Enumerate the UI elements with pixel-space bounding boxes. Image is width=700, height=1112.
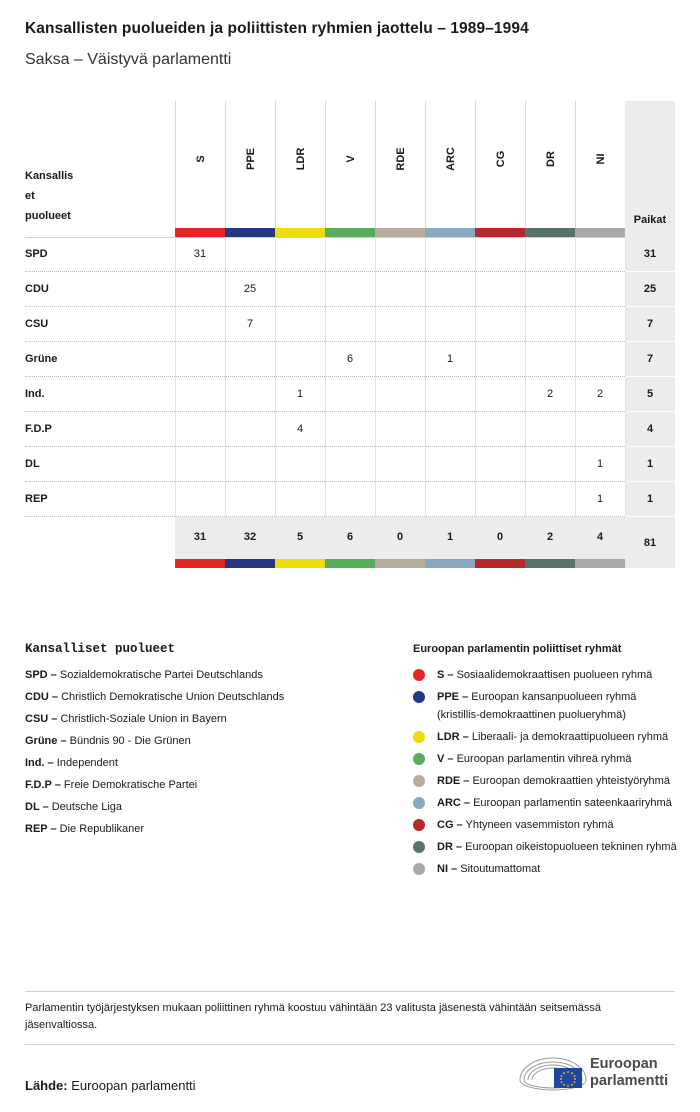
national-party-legend-item: [25, 820, 355, 842]
table-cell: 2: [546, 388, 554, 400]
group-color-dot-icon: [413, 841, 425, 853]
legend-abbr: SPD –: [25, 669, 57, 681]
column-header-label: V: [344, 155, 357, 163]
legend-name: Euroopan kansanpuolueen ryhmä (kristillis-demokraattinen puolueryhmä): [437, 691, 637, 721]
column-color-bar: [175, 228, 225, 237]
legend-abbr: CDU –: [25, 691, 59, 703]
legend-name: Yhtyneen vasemmiston ryhmä: [462, 819, 614, 831]
legend-name: Sitoutumattomat: [457, 863, 541, 875]
column-total: 0: [396, 531, 404, 543]
row-party-label: CSU: [25, 318, 49, 330]
group-color-dot-icon: [413, 863, 425, 875]
column-header-ppe: [225, 101, 275, 228]
group-color-dot-icon: [413, 669, 425, 681]
national-party-legend-item: [25, 754, 355, 776]
page-title: Kansallisten puolueiden ja poliittisten ryhmien jaottelu – 1989–1994: [25, 20, 529, 37]
legend-abbr: Ind. –: [25, 757, 54, 769]
column-color-bar: [275, 228, 325, 237]
column-header-cg: [475, 101, 525, 228]
legend-name: Euroopan parlamentin vihreä ryhmä: [453, 753, 632, 765]
table-row: [25, 237, 675, 272]
column-header-label: DR: [544, 151, 557, 167]
political-group-legend-item: [413, 794, 678, 812]
national-parties-legend-title: Kansalliset puolueet: [25, 642, 176, 656]
legend-name: Euroopan oikeistopuolueen tekninen ryhmä: [462, 841, 677, 853]
row-total: 7: [646, 318, 654, 330]
column-total: 4: [596, 531, 604, 543]
legend-name: Euroopan demokraattien yhteistyöryhmä: [469, 775, 670, 787]
logo-text: [590, 1056, 668, 1090]
column-header-label: ARC: [444, 147, 457, 171]
group-color-dot-icon: [413, 731, 425, 743]
political-group-legend-item: [413, 750, 678, 768]
column-color-bar-bottom: [525, 559, 575, 568]
column-color-bar: [325, 228, 375, 237]
national-party-legend-item: [25, 710, 355, 732]
page-subtitle: Saksa – Väistyvä parlamentti: [25, 51, 232, 68]
column-color-bar-bottom: [225, 559, 275, 568]
distribution-table: [25, 101, 675, 568]
legend-name: Christlich-Soziale Union in Bayern: [57, 713, 227, 725]
column-color-bar: [575, 228, 625, 237]
column-color-bar: [225, 228, 275, 237]
column-header-label: S: [194, 155, 207, 163]
row-total: 4: [646, 423, 654, 435]
legend-name: Die Republikaner: [56, 823, 145, 835]
legend-abbr: NI –: [437, 863, 458, 875]
national-party-legend-item: [25, 776, 355, 798]
row-separator: [25, 516, 625, 517]
row-party-label: CDU: [25, 283, 49, 295]
row-party-label: Ind.: [25, 388, 45, 400]
table-row: [25, 377, 675, 412]
table-cell: 7: [246, 318, 254, 330]
column-total: 2: [546, 531, 554, 543]
column-header-rde: [375, 101, 425, 228]
legend-abbr: PPE –: [437, 691, 469, 703]
table-row: [25, 447, 675, 482]
political-groups-legend-title: Euroopan parlamentin poliittiset ryhmät: [413, 643, 622, 655]
divider: [25, 991, 675, 992]
legend-abbr: LDR –: [437, 731, 469, 743]
legend-abbr: CSU –: [25, 713, 58, 725]
column-color-bar-bottom: [325, 559, 375, 568]
column-header-label: RDE: [394, 147, 407, 171]
political-group-legend-item: [413, 666, 678, 684]
row-party-label: REP: [25, 493, 48, 505]
legend-abbr: CG –: [437, 819, 463, 831]
row-party-label: Grüne: [25, 353, 58, 365]
legend-name: Deutsche Liga: [48, 801, 123, 813]
column-total: 0: [496, 531, 504, 543]
political-group-legend-item: [413, 728, 678, 746]
legend-abbr: V –: [437, 753, 454, 765]
column-color-bar-bottom: [475, 559, 525, 568]
column-header-s: [175, 101, 225, 228]
logo-line-2: parlamentti: [590, 1073, 669, 1089]
national-party-legend-item: [25, 798, 355, 820]
group-color-dot-icon: [413, 691, 425, 703]
row-total: 31: [643, 248, 657, 260]
column-color-bar: [475, 228, 525, 237]
logo-line-1: Euroopan: [590, 1056, 658, 1072]
political-group-legend-item: [413, 860, 678, 878]
legend-abbr: REP –: [25, 823, 57, 835]
national-parties-legend: [25, 666, 355, 842]
table-cell: 1: [296, 388, 304, 400]
legend-name: Christlich Demokratische Union Deutschlands: [58, 691, 285, 703]
legend-name: Freie Demokratische Partei: [60, 779, 198, 791]
column-color-bar-bottom: [275, 559, 325, 568]
column-color-bar: [525, 228, 575, 237]
seats-header: Paikat: [633, 214, 667, 226]
legend-abbr: F.D.P –: [25, 779, 61, 791]
political-groups-legend: [413, 666, 678, 882]
column-total: 32: [243, 531, 257, 543]
grand-total: 81: [643, 537, 657, 549]
source-label: Lähde:: [25, 1078, 68, 1093]
table-row: [25, 307, 675, 342]
column-color-bar-bottom: [575, 559, 625, 568]
table-row: [25, 272, 675, 307]
national-party-legend-item: [25, 666, 355, 688]
column-header-label: NI: [594, 153, 607, 165]
table-cell: 4: [296, 423, 304, 435]
legend-name: Independent: [53, 757, 118, 769]
column-total: 31: [193, 531, 207, 543]
table-row: [25, 482, 675, 517]
national-party-legend-item: [25, 688, 355, 710]
table-cell: 1: [596, 458, 604, 470]
table-cell: 25: [243, 283, 257, 295]
table-cell: 2: [596, 388, 604, 400]
column-color-bar-bottom: [175, 559, 225, 568]
national-party-legend-item: [25, 732, 355, 754]
column-total: 5: [296, 531, 304, 543]
row-party-label: DL: [25, 458, 40, 470]
footnote: Parlamentin työjärjestyksen mukaan poliittinen ryhmä koostuu vähintään 23 valitusta jäsenestä vähintään seitsemässä jäsenvaltiossa.: [25, 1002, 601, 1031]
legend-abbr: RDE –: [437, 775, 470, 787]
table-row: [25, 412, 675, 447]
row-party-label: SPD: [25, 248, 48, 260]
column-total: 6: [346, 531, 354, 543]
legend-abbr: DR –: [437, 841, 463, 853]
divider: [25, 1044, 675, 1045]
group-color-dot-icon: [413, 797, 425, 809]
table-cell: 1: [596, 493, 604, 505]
row-separator-total: [625, 516, 675, 517]
column-header-label: PPE: [244, 147, 257, 171]
column-color-bar: [375, 228, 425, 237]
table-cell: 1: [446, 353, 454, 365]
group-color-dot-icon: [413, 819, 425, 831]
political-group-legend-item: [413, 838, 678, 856]
political-group-legend-item: [413, 816, 678, 834]
table-cell: 31: [193, 248, 207, 260]
column-color-bar-bottom: [425, 559, 475, 568]
european-parliament-logo: [518, 1054, 678, 1094]
source-line: [25, 1078, 196, 1093]
column-header-dr: [525, 101, 575, 228]
column-header-arc: [425, 101, 475, 228]
national-parties-header: Kansallis et puolueet: [25, 170, 74, 222]
legend-abbr: DL –: [25, 801, 49, 813]
column-header-v: [325, 101, 375, 228]
column-color-bar-bottom: [375, 559, 425, 568]
column-header-label: CG: [494, 150, 507, 168]
row-total: 1: [646, 493, 654, 505]
table-row: [25, 342, 675, 377]
row-total: 1: [646, 458, 654, 470]
column-total: 1: [446, 531, 454, 543]
row-party-label: F.D.P: [25, 423, 52, 435]
political-group-legend-item: [413, 688, 678, 724]
legend-name: Sosiaalidemokraattisen puolueen ryhmä: [453, 669, 653, 681]
legend-abbr: ARC –: [437, 797, 471, 809]
group-color-dot-icon: [413, 775, 425, 787]
legend-name: Liberaali- ja demokraattipuolueen ryhmä: [468, 731, 669, 743]
legend-name: Euroopan parlamentin sateenkaariryhmä: [470, 797, 672, 809]
legend-abbr: S –: [437, 669, 454, 681]
row-total: 5: [646, 388, 654, 400]
legend-name: Sozialdemokratische Partei Deutschlands: [56, 669, 263, 681]
column-header-ni: [575, 101, 625, 228]
row-total: 7: [646, 353, 654, 365]
parliament-hemicycle-icon: [518, 1054, 588, 1094]
table-cell: 6: [346, 353, 354, 365]
column-color-bar: [425, 228, 475, 237]
row-total: 25: [643, 283, 657, 295]
column-header-ldr: [275, 101, 325, 228]
group-color-dot-icon: [413, 753, 425, 765]
political-group-legend-item: [413, 772, 678, 790]
legend-name: Bündnis 90 - Die Grünen: [66, 735, 191, 747]
legend-abbr: Grüne –: [25, 735, 67, 747]
column-header-label: LDR: [294, 147, 307, 171]
source-value: Euroopan parlamentti: [71, 1078, 196, 1093]
